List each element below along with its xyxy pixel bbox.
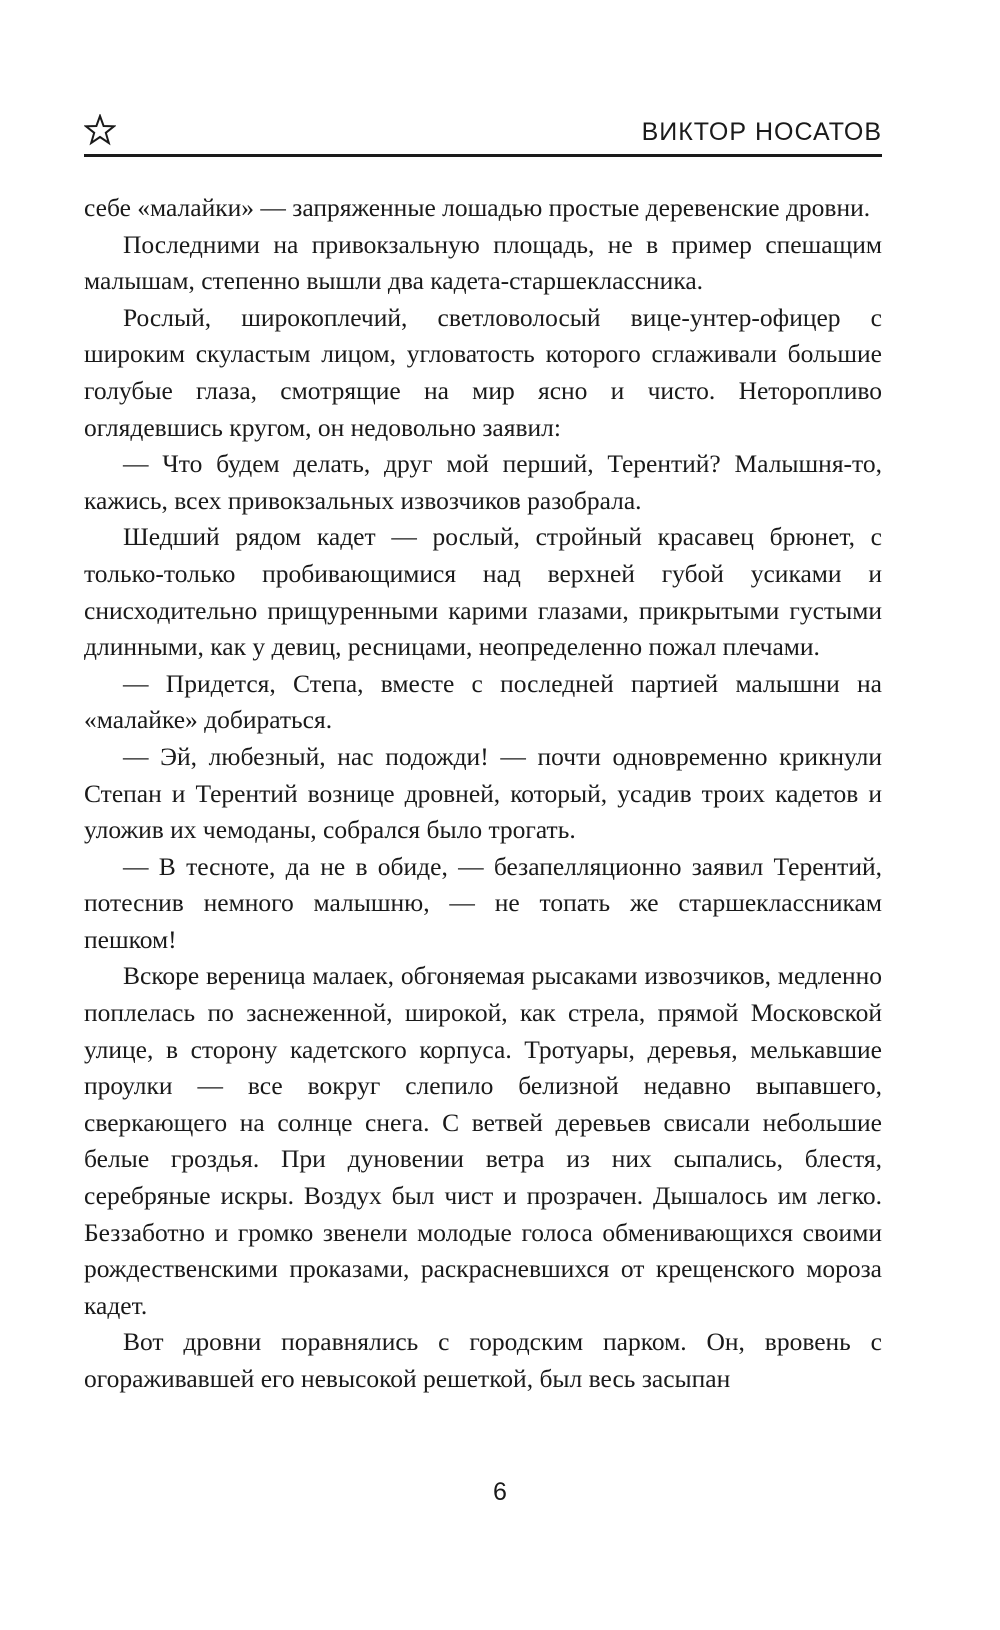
star-outline-icon [84,114,116,146]
paragraph-3: Рослый, широкоплечий, светловолосый вице-унтер-офицер с широким скуластым лицом, угловатость которого сглаживали большие голубые глаза, смотрящие на мир ясно и чисто. Неторопливо оглядевшись кругом, он недовольно заявил: [84,302,882,442]
author-name: ВИКТОР НОСАТОВ [641,118,882,146]
paragraph-8: — В тесноте, да не в обиде, — безапелляционно заявил Терентий, потеснив немного малышню, — не топать же старшеклассникам пешком! [84,851,882,954]
paragraph-1: себе «малайки» — запряженные лошадью простые деревенские дровни. [84,193,871,222]
paragraph-6: — Придется, Степа, вместе с последней партией малышни на «малайке» добираться. [84,668,882,735]
paragraph-2: Последними на привокзальную площадь, не в пример спешащим малышам, степенно вышли два кадета-старшеклассника. [84,229,882,296]
body-text [84,190,882,1398]
page-number: 6 [493,1478,507,1506]
paragraph-5: Шедший рядом кадет — рослый, стройный красавец брюнет, с только-только пробивающимися над верхней губой усиками и снисходительно прищуренными карими глазами, прикрытыми густыми длинными, как у девиц, ресницами, неопределенно пожал плечами. [84,522,882,662]
paragraph-4: — Что будем делать, друг мой перший, Терентий? Малышня-то, кажись, всех привокзальных извозчиков разобрала. [84,449,882,515]
header-rule [84,154,882,157]
paragraph-9: Вскоре вереница малаек, обгоняемая рысаками извозчиков, медленно поплелась по заснеженной, широкой, как стрела, прямой Московской улице, в сторону кадетского корпуса. Тротуары, деревья, мелькавшие проулки — все вокруг слепило белизной недавно выпавшего, сверкающего на солнце снега. С ветвей деревьев свисали небольшие белые гроздья. При дуновении ветра из них сыпались, блестя, серебряные искры. Воздух был чист и прозрачен. Дышалось им легко. Беззаботно и громко звенели молодые голоса обменивающихся своими рождественскими проказами, раскрасневшихся от крещенского мороза кадет. [84,961,882,1320]
paragraph-10: Вот дровни поравнялись с городским парком. Он, вровень с огораживавшей его невысокой решеткой, был весь засыпан [84,1327,882,1393]
paragraph-7: — Эй, любезный, нас подожди! — почти одновременно крикнули Степан и Терентий вознице дровней, который, усадив троих кадетов и уложив их чемоданы, собрался было трогать. [84,741,882,845]
running-header [84,108,882,158]
